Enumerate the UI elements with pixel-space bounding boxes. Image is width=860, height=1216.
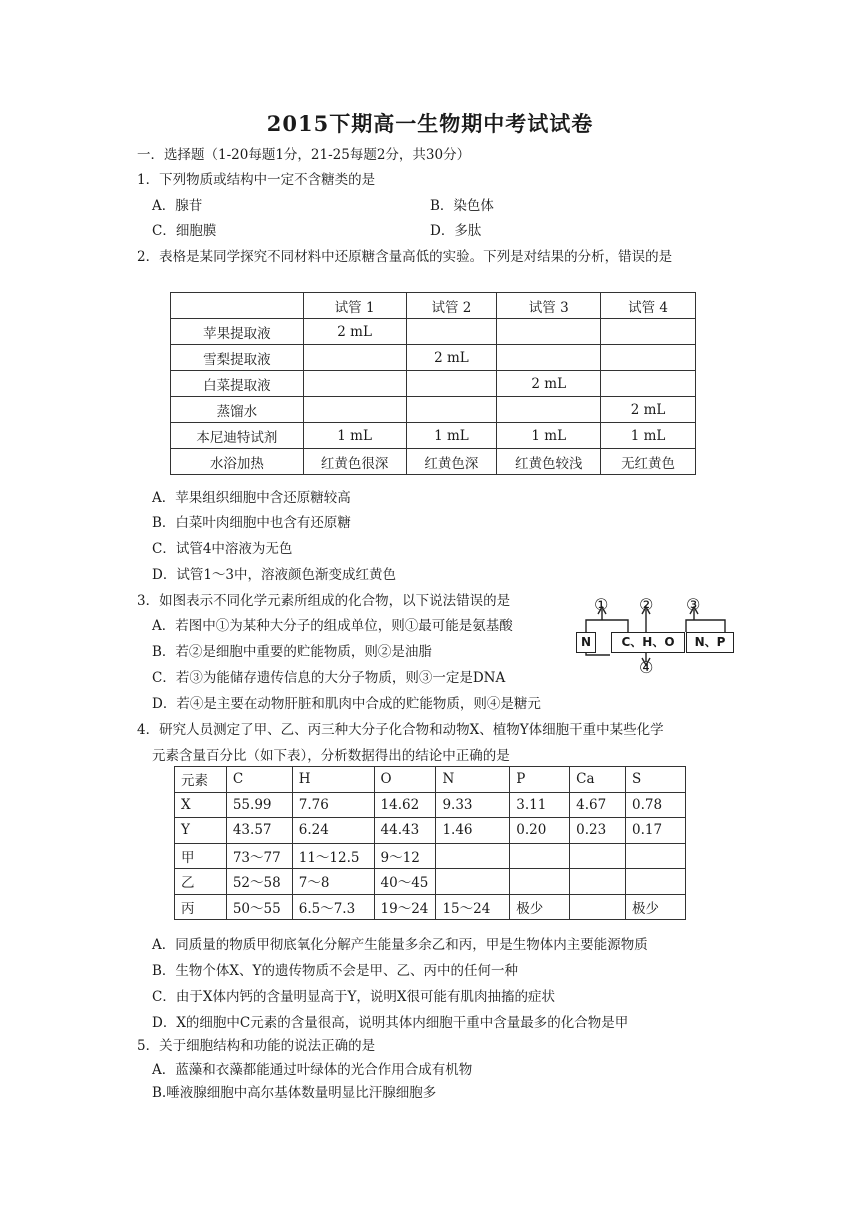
table-header-cell: 试管 2 [406, 293, 497, 319]
table-cell: 2 mL [406, 345, 497, 371]
reducing-sugar-table [170, 292, 696, 475]
table-cell: 2 mL [303, 319, 406, 345]
table-cell [601, 319, 696, 345]
diagram-label-4: ④ [639, 658, 654, 677]
table-header-cell: 元素 [175, 767, 227, 793]
table-cell [436, 843, 510, 869]
table-cell: 水浴加热 [171, 449, 304, 475]
table-cell: 4.67 [570, 792, 626, 818]
table-header-cell: N [436, 767, 510, 793]
table-cell: 2 mL [497, 371, 601, 397]
table-cell [406, 371, 497, 397]
question-1-option-d: D．多肽 [430, 223, 482, 239]
question-4-option-a: A．同质量的物质甲彻底氧化分解产生能量多余乙和丙，甲是生物体内主要能源物质 [152, 937, 648, 953]
question-3-option-b: B．若②是细胞中重要的贮能物质，则②是油脂 [152, 644, 432, 660]
table-cell [497, 345, 601, 371]
table-cell: 0.78 [626, 792, 686, 818]
table-cell: 14.62 [374, 792, 436, 818]
table-cell [570, 894, 626, 920]
table-row [175, 843, 686, 869]
diagram-box-cho: C、H、O [611, 632, 685, 653]
table-header-cell: S [626, 767, 686, 793]
question-2-option-b: B．白菜叶肉细胞中也含有还原糖 [152, 515, 351, 531]
table-cell: 15～24 [436, 894, 510, 920]
question-2-option-d: D．试管1～3中，溶液颜色渐变成红黄色 [152, 567, 397, 583]
table-cell: 55.99 [226, 792, 292, 818]
table-cell [510, 869, 570, 895]
table-cell [303, 397, 406, 423]
table-cell: 红黄色很深 [303, 449, 406, 475]
question-1-option-a: A．腺苷 [152, 198, 203, 214]
table-header-cell: P [510, 767, 570, 793]
table-cell: 7.76 [292, 792, 374, 818]
table-cell: 3.11 [510, 792, 570, 818]
table-cell [570, 869, 626, 895]
table-cell [510, 843, 570, 869]
question-3-stem: 3．如图表示不同化学元素所组成的化合物，以下说法错误的是 [137, 593, 511, 609]
diagram-label-1: ① [594, 595, 609, 614]
page-title: 2015下期高一生物期中考试试卷 [266, 111, 594, 136]
table-cell: 19～24 [374, 894, 436, 920]
diagram-box-np: N、P [686, 632, 734, 653]
table-cell: 9～12 [374, 843, 436, 869]
table-cell: 44.43 [374, 818, 436, 844]
table-row [175, 894, 686, 920]
table-cell [601, 371, 696, 397]
question-2-option-a: A．苹果组织细胞中含还原糖较高 [152, 490, 351, 506]
table-header-cell: 试管 1 [303, 293, 406, 319]
table-cell: 乙 [175, 869, 227, 895]
table-cell: 极少 [626, 894, 686, 920]
question-4-option-c: C．由于X体内钙的含量明显高于Y，说明X很可能有肌肉抽搐的症状 [152, 989, 555, 1005]
table-cell: 极少 [510, 894, 570, 920]
table-cell: 丙 [175, 894, 227, 920]
table-cell: 11～12.5 [292, 843, 374, 869]
table-row [171, 345, 696, 371]
diagram-label-2: ② [639, 595, 654, 614]
question-5-option-a: A．蓝藻和衣藻都能通过叶绿体的光合作用合成有机物 [152, 1062, 473, 1078]
table-header-cell: 试管 3 [497, 293, 601, 319]
table-cell: 2 mL [601, 397, 696, 423]
table-cell [303, 345, 406, 371]
table-cell [626, 869, 686, 895]
question-4-option-d: D．X的细胞中C元素的含量很高，说明其体内细胞干重中含量最多的化合物是甲 [152, 1015, 629, 1031]
table-cell: 9.33 [436, 792, 510, 818]
table-row [171, 423, 696, 449]
element-content-table [174, 766, 686, 920]
table-cell: 1 mL [601, 423, 696, 449]
question-4-stem-line2: 元素含量百分比（如下表），分析数据得出的结论中正确的是 [152, 748, 510, 764]
table-row [175, 869, 686, 895]
table-cell: 7～8 [292, 869, 374, 895]
table-cell [601, 345, 696, 371]
table-cell: 1 mL [303, 423, 406, 449]
section-heading: 一．选择题（1-20每题1分，21-25每题2分，共30分） [137, 147, 471, 163]
table-cell: 1 mL [406, 423, 497, 449]
table-cell [406, 397, 497, 423]
table-cell: 6.5～7.3 [292, 894, 374, 920]
question-5-stem: 5．关于细胞结构和功能的说法正确的是 [137, 1038, 376, 1054]
table-row [171, 371, 696, 397]
table-cell: 73～77 [226, 843, 292, 869]
table-cell: 蒸馏水 [171, 397, 304, 423]
table-cell: Y [175, 818, 227, 844]
table-cell [570, 843, 626, 869]
table-header-cell [171, 293, 304, 319]
question-4-stem-line1: 4．研究人员测定了甲、乙、丙三种大分子化合物和动物X、植物Y体细胞干重中某些化学 [137, 722, 664, 738]
table-cell [406, 319, 497, 345]
table-header-cell: C [226, 767, 292, 793]
question-1-option-c: C．细胞膜 [152, 223, 217, 239]
table-cell: 本尼迪特试剂 [171, 423, 304, 449]
table-cell: 雪梨提取液 [171, 345, 304, 371]
table-cell [436, 869, 510, 895]
question-2-stem: 2．表格是某同学探究不同材料中还原糖含量高低的实验。下列是对结果的分析，错误的是 [137, 249, 673, 265]
table-cell: 红黄色较浅 [497, 449, 601, 475]
diagram-label-3: ③ [686, 595, 701, 614]
table-cell [303, 371, 406, 397]
question-1-stem: 1．下列物质或结构中一定不含糖类的是 [137, 172, 376, 188]
table-header-cell: H [292, 767, 374, 793]
table-row [175, 818, 686, 844]
table-cell: 43.57 [226, 818, 292, 844]
table-cell: 白菜提取液 [171, 371, 304, 397]
table-cell: 0.23 [570, 818, 626, 844]
table-header-cell: 试管 4 [601, 293, 696, 319]
table-cell: 1.46 [436, 818, 510, 844]
table-cell: 0.20 [510, 818, 570, 844]
table-header-row [171, 293, 696, 319]
table-cell: 无红黄色 [601, 449, 696, 475]
table-cell: 40～45 [374, 869, 436, 895]
table-cell: 50～55 [226, 894, 292, 920]
table-row [171, 397, 696, 423]
table-cell: 0.17 [626, 818, 686, 844]
table-cell: 6.24 [292, 818, 374, 844]
question-3-option-c: C．若③为能储存遗传信息的大分子物质，则③一定是DNA [152, 670, 506, 686]
question-1-option-b: B．染色体 [430, 198, 494, 214]
table-cell: X [175, 792, 227, 818]
diagram-box-n: N [576, 632, 596, 653]
table-cell: 苹果提取液 [171, 319, 304, 345]
table-cell: 1 mL [497, 423, 601, 449]
table-header-cell: Ca [570, 767, 626, 793]
table-cell: 红黄色深 [406, 449, 497, 475]
table-cell [497, 319, 601, 345]
question-2-option-c: C．试管4中溶液为无色 [152, 541, 293, 557]
table-cell: 52～58 [226, 869, 292, 895]
question-5-option-b: B.唾液腺细胞中高尔基体数量明显比汗腺细胞多 [152, 1085, 437, 1101]
table-cell [626, 843, 686, 869]
table-row [175, 792, 686, 818]
table-row [171, 449, 696, 475]
question-4-option-b: B．生物个体X、Y的遗传物质不会是甲、乙、丙中的任何一种 [152, 963, 518, 979]
table-header-cell: O [374, 767, 436, 793]
question-3-option-a: A．若图中①为某种大分子的组成单位，则①最可能是氨基酸 [152, 618, 513, 634]
table-cell [497, 397, 601, 423]
table-header-row [175, 767, 686, 793]
table-cell: 甲 [175, 843, 227, 869]
question-3-option-d: D．若④是主要在动物肝脏和肌肉中合成的贮能物质，则④是糖元 [152, 696, 541, 712]
table-row [171, 319, 696, 345]
